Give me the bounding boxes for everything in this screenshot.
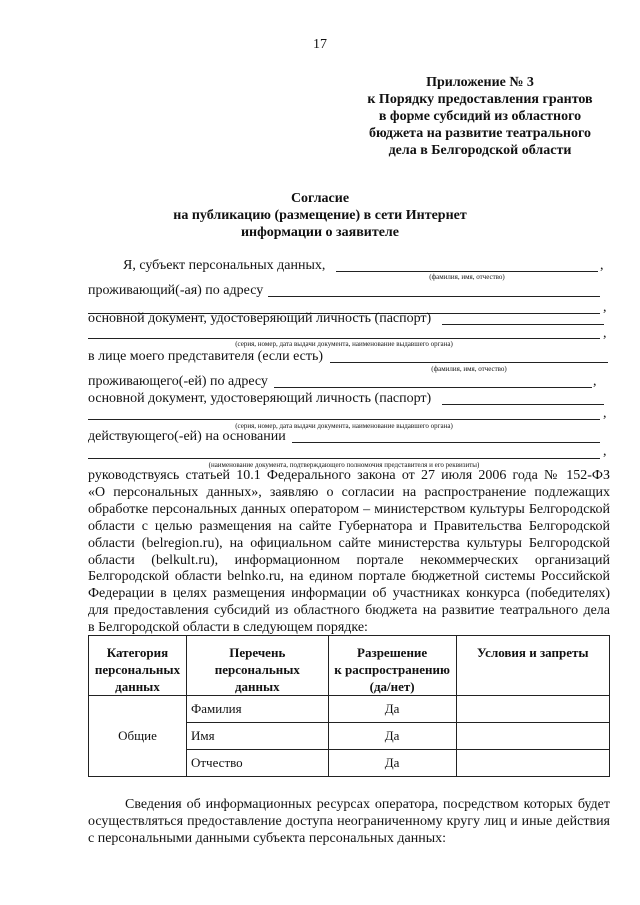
header-text: данных — [115, 679, 160, 694]
conditions-cell[interactable] — [456, 750, 609, 777]
id-doc-field-continued[interactable] — [88, 338, 600, 339]
rep-residing-label: проживающего(-ей) по адресу — [88, 374, 268, 389]
residing-label: проживающий(-ая) по адресу — [88, 283, 264, 298]
header-text: Категория — [106, 645, 169, 660]
rep-id-doc-field[interactable] — [442, 404, 604, 405]
doc-caption: (серия, номер, дата выдачи документа, наименование выдавшего органа) — [235, 340, 453, 348]
paragraph-line: области (belregion.ru), на официальном сайте министерства культуры Белгородской — [88, 535, 610, 551]
paragraph-line: «О персональных данных», заявляю о согласии на распространение подлежащих — [88, 484, 610, 500]
paragraph-line: области с целью размещения на сайте Губернатора и Правительства Белгородской — [88, 518, 610, 534]
appendix-line: дела в Белгородской области — [388, 143, 572, 158]
comma: , — [603, 300, 607, 315]
title-line: Согласие — [290, 191, 350, 206]
id-doc-label: основной документ, удостоверяющий личность (паспорт) — [88, 311, 432, 326]
paragraph-line: руководствуясь статьей 10.1 Федерального закона от 27 июля 2006 года № 152-ФЗ — [88, 468, 610, 483]
comma: , — [603, 444, 607, 459]
paragraph-line: Сведения об информационных ресурсах оператора, посредством которых будет — [125, 797, 610, 812]
comma: , — [603, 406, 607, 421]
conditions-cell[interactable] — [456, 696, 609, 723]
comma: , — [603, 326, 607, 341]
header-text: персональных — [94, 662, 181, 677]
subject-fio-field[interactable] — [336, 271, 598, 272]
page-number: 17 — [313, 37, 327, 52]
header-category — [89, 636, 187, 696]
appendix-line: в форме субсидий из областного — [378, 109, 582, 124]
appendix-line: к Порядку предоставления грантов — [367, 92, 593, 107]
rep-id-doc-field-continued[interactable] — [88, 419, 600, 420]
title-line: на публикацию (размещение) в сети Интернет — [173, 208, 467, 223]
personal-data-table — [88, 635, 610, 777]
fio-caption: (фамилия, имя, отчество) — [429, 273, 505, 281]
basis-field-continued[interactable] — [88, 458, 600, 459]
header-conditions — [456, 636, 609, 696]
document-title — [0, 190, 640, 241]
address-field[interactable] — [268, 296, 600, 297]
table-row — [89, 696, 610, 723]
rep-fio-caption: (фамилия, имя, отчество) — [431, 365, 507, 373]
permission-cell[interactable]: Да — [328, 696, 456, 723]
header-permission — [328, 636, 456, 696]
header-text: к распространению — [334, 662, 450, 677]
appendix-line: бюджета на развитие театрального — [369, 126, 591, 141]
id-doc-field[interactable] — [442, 324, 604, 325]
appendix-header — [330, 74, 630, 159]
rep-doc-caption: (серия, номер, дата выдачи документа, наименование выдавшего органа) — [235, 422, 453, 430]
paragraph-line: с персональными данными субъекта персональных данных: — [88, 831, 446, 846]
acting-label: действующего(-ей) на основании — [88, 429, 286, 444]
header-text: персональных данных — [214, 662, 300, 694]
paragraph-line: Белгородской области belnko.ru, на едином портале бюджетной системы Российской — [88, 569, 610, 585]
header-text: Разрешение — [357, 645, 428, 660]
permission-cell[interactable]: Да — [328, 750, 456, 777]
comma: , — [600, 258, 604, 273]
table-header-row — [89, 636, 610, 696]
header-text: Условия и запреты — [477, 645, 589, 660]
comma: , — [593, 374, 597, 389]
header-data-list — [186, 636, 328, 696]
category-cell: Общие — [89, 696, 187, 777]
data-item-cell: Имя — [186, 723, 328, 750]
permission-cell[interactable]: Да — [328, 723, 456, 750]
paragraph-line: в Белгородской области в следующем порядке: — [88, 620, 368, 636]
appendix-line: Приложение № 3 — [426, 75, 534, 90]
representative-label: в лице моего представителя (если есть) — [88, 349, 324, 364]
rep-id-doc-label: основной документ, удостоверяющий личность (паспорт) — [88, 391, 432, 406]
basis-caption: (наименование документа, подтверждающего полномочия представителя и его реквизиты) — [208, 461, 480, 469]
data-item-cell: Фамилия — [186, 696, 328, 723]
paragraph-line: обработке персональных данных оператором – министерством культуры Белгородской — [88, 501, 610, 517]
consent-paragraph — [88, 468, 610, 637]
subject-label: Я, субъект персональных данных, — [123, 258, 326, 273]
paragraph-line: осуществляться предоставление доступа неограниченному кругу лиц и иные действия — [88, 814, 610, 829]
title-line: информации о заявителе — [240, 225, 400, 240]
paragraph-line: области (belkult.ru), информационном портале некоммерческих организаций — [88, 552, 610, 568]
data-item-cell: Отчество — [186, 750, 328, 777]
representative-fio-field[interactable] — [330, 362, 608, 363]
paragraph-line: Федерации в целях размещения информации об участниках конкурса (победителях) — [88, 586, 610, 602]
paragraph-line: для предоставления субсидий из областного бюджета на развитие театрального дела — [88, 603, 610, 619]
header-text: (да/нет) — [369, 679, 415, 694]
closing-paragraph — [88, 796, 610, 847]
conditions-cell[interactable] — [456, 723, 609, 750]
header-text: Перечень — [229, 645, 286, 660]
basis-field[interactable] — [292, 442, 600, 443]
rep-address-field[interactable] — [274, 387, 592, 388]
